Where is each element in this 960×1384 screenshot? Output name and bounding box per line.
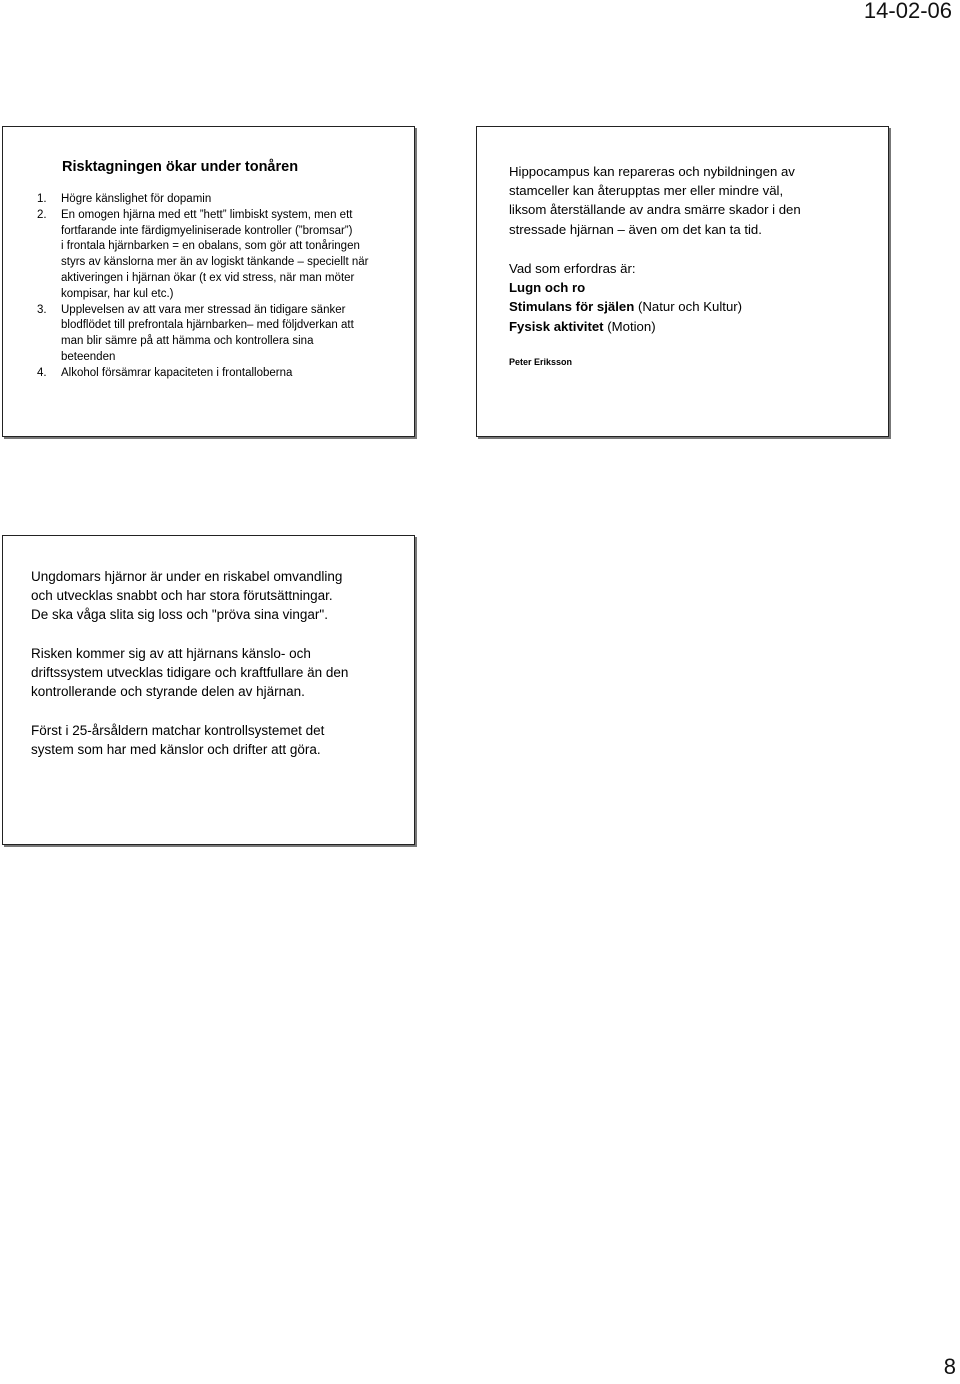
needs-list xyxy=(509,259,869,336)
page-number: 8 xyxy=(943,1354,956,1379)
text-line: driftssystem utvecklas tidigare och kraftfullare än den xyxy=(31,665,349,681)
slide-ungdomars-hjarnor xyxy=(2,535,415,845)
slide-paragraph xyxy=(31,721,401,759)
list-item xyxy=(23,366,401,382)
slide-paragraph xyxy=(509,162,869,239)
list-number: 4. xyxy=(37,366,47,379)
list-number: 1. xyxy=(37,193,47,205)
list-line: kompisar, har kul etc.) xyxy=(61,287,174,300)
list-line: Alkohol försämrar kapaciteten i frontalloberna xyxy=(61,366,293,379)
needs-item xyxy=(509,317,869,336)
text-line: Ungdomars hjärnor är under en riskabel omvandling xyxy=(31,569,343,584)
list-line: En omogen hjärna med ett ”hett” limbiskt system, men ett xyxy=(61,208,353,221)
needs-item-bold: Lugn och ro xyxy=(509,280,586,296)
slide-paragraph xyxy=(31,567,401,625)
text-line: kontrollerande och styrande delen av hjärnan. xyxy=(31,684,305,700)
slide-hippocampus xyxy=(476,126,889,437)
author-credit: Peter Eriksson xyxy=(509,357,573,367)
numbered-list xyxy=(23,192,401,382)
text-line: stamceller kan återupptas mer eller mindre väl, xyxy=(509,183,784,199)
text-line: stressade hjärnan – även om det kan ta tid. xyxy=(509,221,762,237)
list-line: beteenden xyxy=(61,350,116,363)
text-line: Risken kommer sig av att hjärnans känslo- och xyxy=(31,646,311,661)
list-line: blodflödet till prefrontala hjärnbarken– med följdverkan att xyxy=(61,319,354,332)
slide-paragraph xyxy=(31,644,401,702)
list-item xyxy=(23,192,401,208)
needs-heading: Vad som erfordras är: xyxy=(509,261,636,276)
list-line: styrs av känslorna mer än av logiskt tänkande – speciellt när xyxy=(61,256,369,269)
needs-item xyxy=(509,278,869,297)
list-number: 3. xyxy=(37,303,47,316)
needs-item-bold: Stimulans för själen xyxy=(509,299,635,315)
needs-item-bold: Fysisk aktivitet xyxy=(509,318,604,334)
list-line: Upplevelsen av att vara mer stressad än tidigare sänker xyxy=(61,303,346,316)
page-header-date: 14-02-06 xyxy=(863,0,952,23)
text-line: De ska våga slita sig loss och "pröva sina vingar". xyxy=(31,607,328,623)
needs-item-rest: (Natur och Kultur) xyxy=(634,299,743,315)
list-item xyxy=(23,303,401,366)
list-line: fortfarande inte färdigmyeliniserade kontroller (”bromsar”) xyxy=(61,224,353,237)
slide-title: Risktagningen ökar under tonåren xyxy=(62,159,299,175)
list-item xyxy=(23,208,401,303)
list-line: i frontala hjärnbarken = en obalans, som gör att tonåringen xyxy=(61,240,360,253)
needs-item-rest: (Motion) xyxy=(603,318,656,334)
text-line: Hippocampus kan repareras och nybildningen av xyxy=(509,164,795,179)
text-line: Först i 25-årsåldern matchar kontrollsystemet det xyxy=(31,723,325,738)
text-line: system som har med känslor och drifter att göra. xyxy=(31,742,321,758)
list-line: man blir sämre på att hämma och kontrollera sina xyxy=(61,335,314,348)
text-line: och utvecklas snabbt och har stora förutsättningar. xyxy=(31,588,333,604)
needs-item xyxy=(509,297,869,316)
list-line: Högre känslighet för dopamin xyxy=(61,193,212,205)
list-line: aktiveringen i hjärnan ökar (t ex vid stress, när man möter xyxy=(61,271,355,284)
text-line: liksom återställande av andra smärre skador i den xyxy=(509,202,801,218)
list-number: 2. xyxy=(37,208,47,221)
slide-risktagning xyxy=(2,126,415,437)
